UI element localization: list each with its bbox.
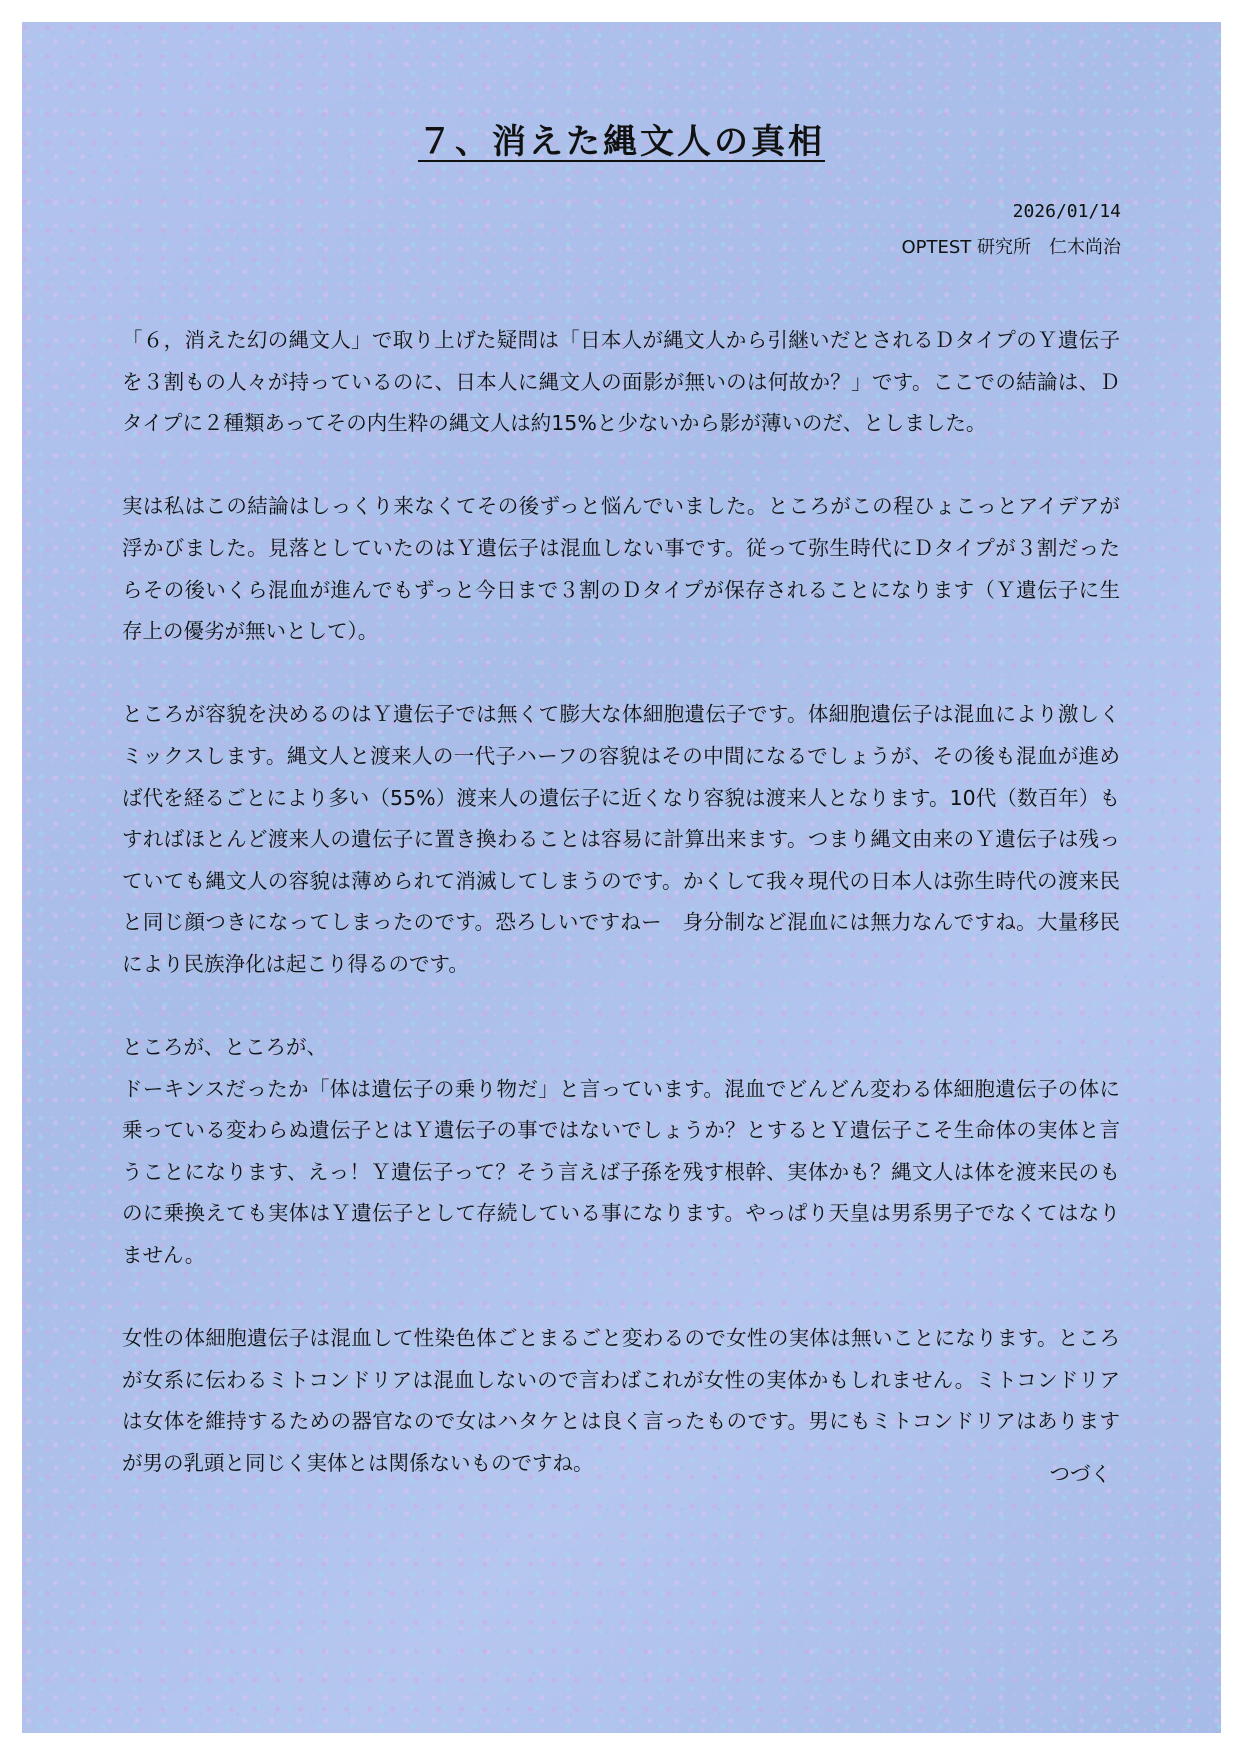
paper-background [22,22,1221,1733]
paragraph-4: ところが、ところが、 ドーキンスだったか「体は遺伝子の乗り物だ」と言っています。混血でどんどん変わる体細胞遺伝子の体に乗っている変わらぬ遺伝子とはＹ遺伝子の事ではないでしょうか？とするとＹ遺伝子こそ生命体の実体と言うことになります、えっ！Ｙ遺伝子って？そう言えば子孫を残す根幹、実体かも？縄文人は体を渡来民のものに乗換えても実体はＹ遺伝子として存続している事になります。やっぱり天皇は男系男子でなくてはなりません。 [122,1035,1120,1268]
document-title [22,122,1221,163]
document-date: 2026/01/14 [1012,201,1121,222]
document-meta [901,194,1121,266]
document-content [22,22,1221,1733]
paragraph-2: 実は私はこの結論はしっくり来なくてその後ずっと悩んでいました。ところがこの程ひょこっとアイデアが浮かびました。見落としていたのはＹ遺伝子は混血しない事です。従って弥生時代にＤタイプが３割だったらその後いくら混血が進んでもずっと今日まで３割のＤタイプが保存されることになります（Ｙ遺伝子に生存上の優劣が無いとして）。 [122,494,1120,644]
document-title-text: ７、消えた縄文人の真相 [418,122,825,162]
paragraph-5: 女性の体細胞遺伝子は混血して性染色体ごとまるごと変わるので女性の実体は無いことになります。ところが女系に伝わるミトコンドリアは混血しないので言わばこれが女性の実体かもしれません。ミトコンドリアは女体を維持するための器官なので女はハタケとは良く言ったものです。男にもミトコンドリアはありますが男の乳頭と同じく実体とは関係ないものですね。 [122,1326,1120,1476]
closing-text: つづく [1049,1462,1111,1486]
paragraph-1: 「６，消えた幻の縄文人」で取り上げた疑問は「日本人が縄文人から引継いだとされるＤタイプのＹ遺伝子を３割もの人々が持っているのに、日本人に縄文人の面影が無いのは何故か？」です。ここでの結論は、Ｄタイプに２種類あってその内生粋の縄文人は約15%と少ないから影が薄いのだ、としました。 [122,328,1120,436]
paragraph-3: ところが容貌を決めるのはＹ遺伝子では無くて膨大な体細胞遺伝子です。体細胞遺伝子は混血により激しくミックスします。縄文人と渡来人の一代子ハーフの容貌はその中間になるでしょうが、その後も混血が進めば代を経るごとにより多い（55%）渡来人の遺伝子に近くなり容貌は渡来人となります。10代（数百年）もすればほとんど渡来人の遺伝子に置き換わることは容易に計算出来ます。つまり縄文由来のＹ遺伝子は残っていても縄文人の容貌は薄められて消滅してしまうのです。かくして我々現代の日本人は弥生時代の渡来民と同じ顔つきになってしまったのです。恐ろしいですねー 身分制など混血には無力なんですね。大量移民により民族浄化は起こり得るのです。 [122,702,1120,976]
document-body [122,320,1120,1526]
document-author: OPTEST 研究所 仁木尚治 [901,237,1121,258]
